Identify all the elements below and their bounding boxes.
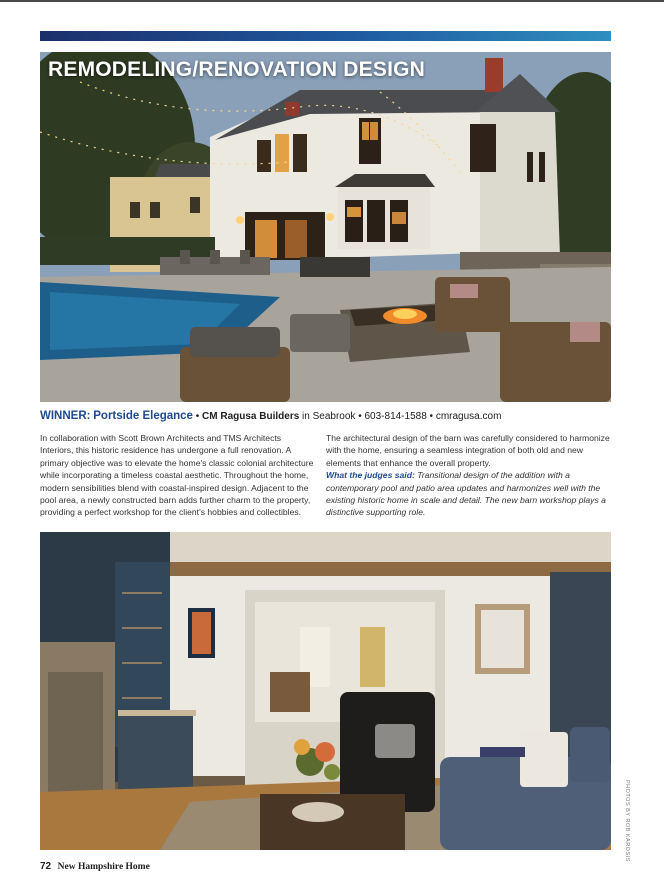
exterior-photo-art bbox=[40, 52, 611, 402]
body-column-2 bbox=[326, 432, 611, 519]
firm-contact: in Seabrook • 603-814-1588 • cmragusa.com bbox=[299, 411, 502, 422]
top-rule bbox=[0, 0, 664, 2]
body-paragraph-1: In collaboration with Scott Brown Architects and TMS Architects Interiors, this historic residence has undergone a full renovation. A primary objective was to elevate the home's classic colonial architecture while incorporating a timeless coastal aesthetic. Throughout the home, modern sensibilities blend with coastal-inspired design. Adjacent to the pool area, a newly constructed barn adds further charm to the property, providing a perfect workshop for the client's hobbies and collectibles. bbox=[40, 433, 314, 518]
body-column-1 bbox=[40, 432, 316, 519]
firm-name: CM Ragusa Builders bbox=[202, 411, 300, 422]
judges-text: Transitional design of the addition with a contemporary pool and patio area updates and harmonizes well with the existing historic home in scale and detail. The new barn workshop plays a distinctive supporting role. bbox=[326, 470, 606, 518]
photo-credit-text: PHOTOS BY ROB KAROSIS bbox=[624, 780, 630, 862]
photo-credit bbox=[624, 780, 640, 862]
interior-photo bbox=[40, 532, 611, 850]
winner-label: WINNER: bbox=[40, 410, 91, 422]
winner-line bbox=[40, 410, 611, 422]
judges-quote bbox=[326, 469, 611, 519]
page-number: 72 bbox=[40, 861, 52, 872]
body-paragraph-2: The architectural design of the barn was carefully considered to harmonize with the home, ensuring a seamless integration of both old and new elements that enhance the overall property. bbox=[326, 433, 610, 468]
header-color-band bbox=[40, 31, 611, 41]
exterior-photo bbox=[40, 52, 611, 402]
judges-label: What the judges said: bbox=[326, 470, 415, 481]
interior-photo-art bbox=[40, 532, 611, 850]
magazine-name: New Hampshire Home bbox=[57, 862, 150, 872]
section-title: REMODELING/RENOVATION DESIGN bbox=[48, 58, 426, 81]
project-name: Portside Elegance bbox=[93, 410, 193, 422]
page-footer bbox=[40, 861, 150, 872]
winner-separator: • bbox=[192, 411, 203, 422]
